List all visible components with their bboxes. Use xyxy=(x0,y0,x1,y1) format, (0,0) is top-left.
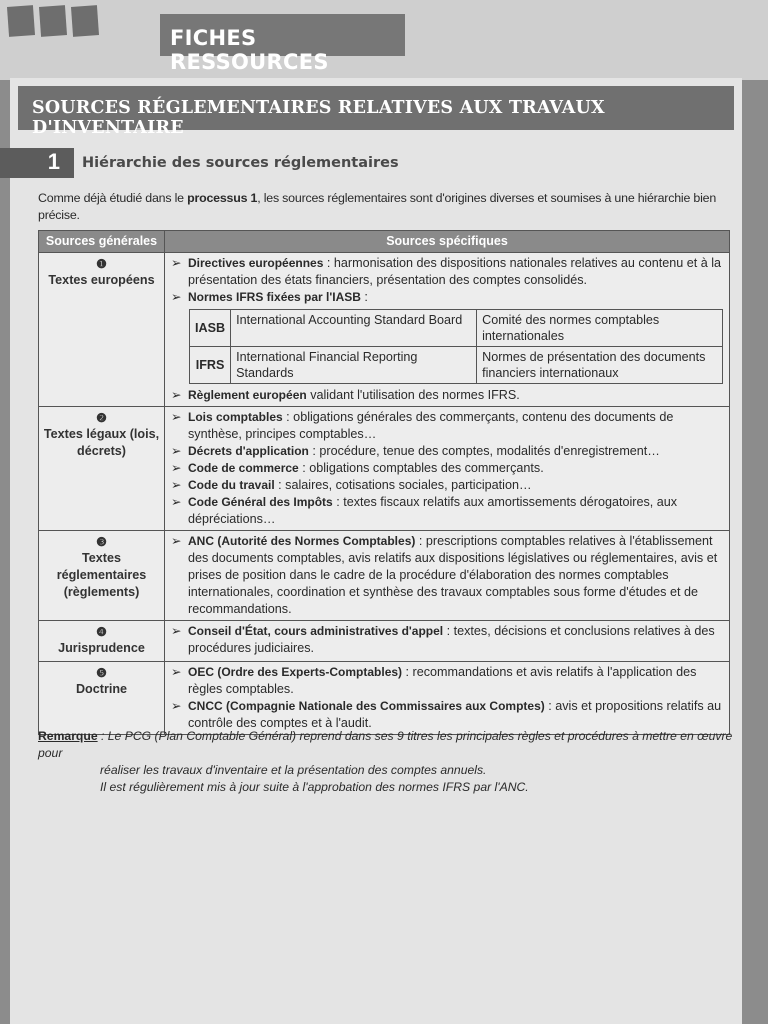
item-text: : xyxy=(360,290,368,304)
general-source-cell xyxy=(39,621,165,662)
item-text: : textes, décisions et conclusions relatives à des procédures judiciaires. xyxy=(188,624,715,655)
intro-paragraph xyxy=(38,190,730,224)
specific-sources-cell xyxy=(165,253,730,407)
arrow-bullet-icon: ➢ xyxy=(171,461,182,475)
abbreviation-cell: IASB xyxy=(190,310,231,347)
section-title: Hiérarchie des sources réglementaires xyxy=(82,155,399,171)
arrow-bullet-icon: ➢ xyxy=(171,624,182,638)
subtable-row xyxy=(190,310,723,347)
remark-label: Remarque xyxy=(38,729,98,743)
list-item xyxy=(171,387,723,404)
table-row xyxy=(39,662,730,735)
table-row xyxy=(39,407,730,531)
list-item xyxy=(171,289,723,306)
number-badge: ❺ xyxy=(96,666,107,680)
item-label: OEC (Ordre des Experts-Comptables) xyxy=(188,665,403,679)
remark-line: Il est régulièrement mis à jour suite à l'approbation des normes IFRS par l'ANC. xyxy=(100,780,529,794)
item-text: : procédure, tenue des comptes, modalités d'enregistrement… xyxy=(308,444,660,458)
english-name-cell: International Accounting Standard Board xyxy=(231,310,477,347)
item-label: Conseil d'État, cours administratives d'appel xyxy=(188,624,444,638)
list-item xyxy=(171,533,723,618)
table-row xyxy=(39,531,730,621)
arrow-bullet-icon: ➢ xyxy=(171,388,182,402)
intro-text: , les sources réglementaires sont d'origines diverses et soumises à une hiérarchie bien précise. xyxy=(38,191,717,222)
remark-line xyxy=(38,728,738,762)
section-heading xyxy=(0,148,399,178)
specific-sources-cell xyxy=(165,662,730,735)
list-item xyxy=(171,409,723,443)
general-source-name: Jurisprudence xyxy=(58,641,145,655)
table-row xyxy=(39,621,730,662)
subtable-row xyxy=(190,347,723,384)
list-item xyxy=(171,698,723,732)
sources-table xyxy=(38,230,730,735)
list-item xyxy=(171,494,723,528)
item-text: : prescriptions comptables relatives à l'établissement des documents comptables, avis relatifs aux dispositions législatives ou réglementaires, avis et prises de position dans le cadre de la procédure d'élaboration des normes comptables internationales, coordination et synthèse des travaux comptables sous forme d'études et de recommandations. xyxy=(188,534,718,616)
item-label: Lois comptables xyxy=(188,410,283,424)
item-label: Code de commerce xyxy=(188,461,299,475)
intro-text: Comme déjà étudié dans le xyxy=(38,191,188,205)
general-source-name: Textes réglementaires (règlements) xyxy=(56,551,147,599)
general-source-cell xyxy=(39,662,165,735)
remark-text: : Le PCG (Plan Comptable Général) reprend dans ses 9 titres les principales règles et procédures à mettre en œuvre pour xyxy=(38,729,733,760)
remark-note xyxy=(38,728,738,796)
section-number: 1 xyxy=(0,148,74,178)
list-item xyxy=(171,255,723,289)
column-header: Sources générales xyxy=(39,231,165,253)
page-sheet xyxy=(10,78,742,1024)
specific-sources-cell xyxy=(165,407,730,531)
item-label: Décrets d'application xyxy=(188,444,309,458)
specific-sources-cell xyxy=(165,621,730,662)
item-text: : recommandations et avis relatifs à l'application des règles comptables. xyxy=(188,665,697,696)
table-row xyxy=(39,253,730,407)
item-label: Code Général des Impôts xyxy=(188,495,333,509)
item-text: : harmonisation des dispositions nationales relatives au contenu et à la présentation des états financiers, présentation des comptes consolidés. xyxy=(188,256,722,287)
number-badge: ❶ xyxy=(96,257,107,271)
arrow-bullet-icon: ➢ xyxy=(171,444,182,458)
page-title: SOURCES RÉGLEMENTAIRES RELATIVES AUX TRAVAUX D'INVENTAIRE xyxy=(18,86,734,130)
item-text: : obligations générales des commerçants, contenu des documents de synthèse, principes comptables… xyxy=(188,410,674,441)
tab-square xyxy=(39,5,67,37)
item-label: CNCC (Compagnie Nationale des Commissaires aux Comptes) xyxy=(188,699,545,713)
item-label: Règlement européen xyxy=(188,388,307,402)
item-label: ANC (Autorité des Normes Comptables) xyxy=(188,534,416,548)
page-top-strip xyxy=(0,0,768,80)
arrow-bullet-icon: ➢ xyxy=(171,256,182,270)
column-header: Sources spécifiques xyxy=(165,231,730,253)
table-header-row xyxy=(39,231,730,253)
arrow-bullet-icon: ➢ xyxy=(171,534,182,548)
arrow-bullet-icon: ➢ xyxy=(171,290,182,304)
item-label: Code du travail xyxy=(188,478,275,492)
general-source-cell xyxy=(39,531,165,621)
number-badge: ❷ xyxy=(96,411,107,425)
list-item xyxy=(171,664,723,698)
arrow-bullet-icon: ➢ xyxy=(171,410,182,424)
item-text: : obligations comptables des commerçants. xyxy=(298,461,544,475)
tab-square xyxy=(7,5,35,37)
number-badge: ❹ xyxy=(96,625,107,639)
list-item xyxy=(171,623,723,657)
decorative-tabs xyxy=(8,6,98,36)
intro-bold: processus 1 xyxy=(187,191,258,205)
english-name-cell: International Financial Reporting Standards xyxy=(231,347,477,384)
list-item xyxy=(171,477,723,494)
item-text: : avis et propositions relatifs au contrôle des comptes et à l'audit. xyxy=(188,699,722,730)
general-source-cell xyxy=(39,253,165,407)
number-badge: ❸ xyxy=(96,535,107,549)
arrow-bullet-icon: ➢ xyxy=(171,699,182,713)
item-label: Directives européennes xyxy=(188,256,324,270)
general-source-name: Textes légaux (lois, décrets) xyxy=(43,427,160,458)
ifrs-subtable xyxy=(189,309,723,384)
arrow-bullet-icon: ➢ xyxy=(171,478,182,492)
fiches-header: FICHES RESSOURCES xyxy=(160,14,405,56)
list-item xyxy=(171,443,723,460)
general-source-name: Doctrine xyxy=(75,682,128,696)
remark-line: réaliser les travaux d'inventaire et la présentation des comptes annuels. xyxy=(100,763,487,777)
arrow-bullet-icon: ➢ xyxy=(171,495,182,509)
specific-sources-cell xyxy=(165,531,730,621)
french-name-cell: Comité des normes comptables internationales xyxy=(477,310,723,347)
arrow-bullet-icon: ➢ xyxy=(171,665,182,679)
list-item xyxy=(171,460,723,477)
french-name-cell: Normes de présentation des documents financiers internationaux xyxy=(477,347,723,384)
general-source-name: Textes européens xyxy=(48,273,155,287)
item-text: : salaires, cotisations sociales, participation… xyxy=(274,478,532,492)
general-source-cell xyxy=(39,407,165,531)
item-label: Normes IFRS fixées par l'IASB xyxy=(188,290,361,304)
item-text: validant l'utilisation des normes IFRS. xyxy=(306,388,520,402)
item-text: : textes fiscaux relatifs aux amortissements dérogatoires, aux dépréciations… xyxy=(188,495,678,526)
tab-square xyxy=(71,5,99,37)
abbreviation-cell: IFRS xyxy=(190,347,231,384)
